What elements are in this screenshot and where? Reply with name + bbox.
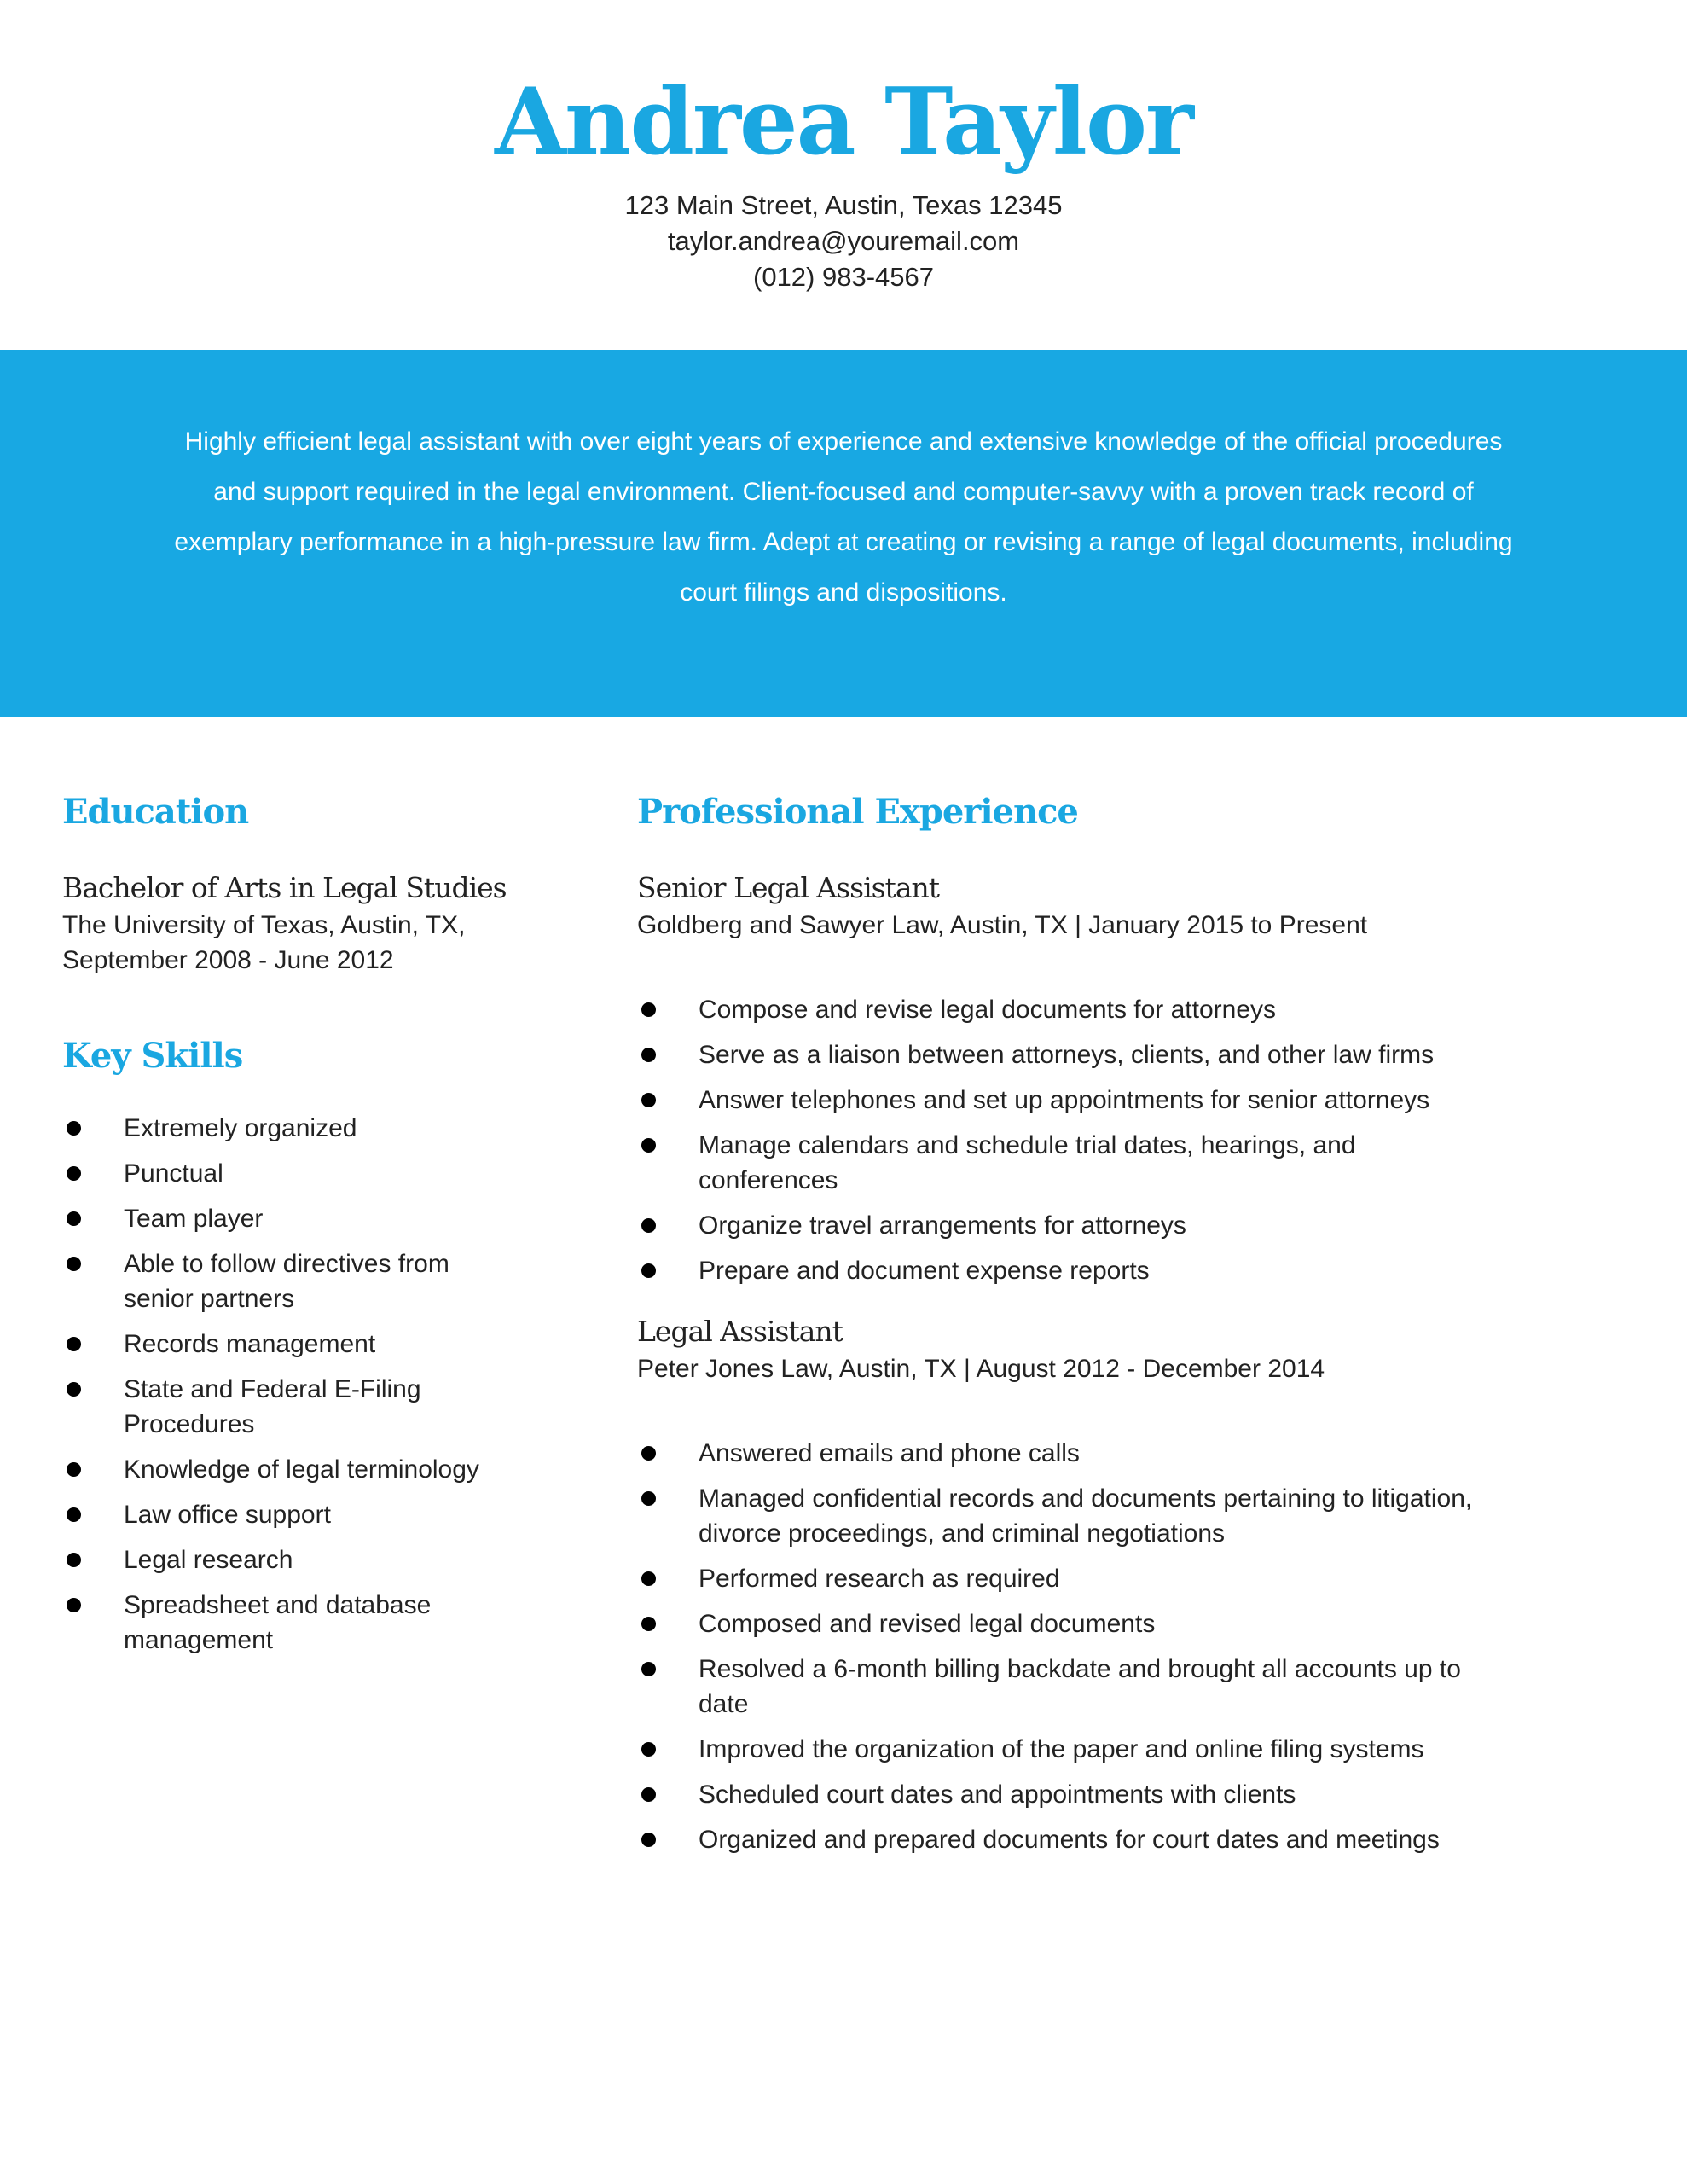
list-item [637,1208,1490,1243]
degree: Bachelor of Arts in Legal Studies [62,871,507,904]
list-item [637,1777,1490,1812]
bullet-icon [641,1093,656,1107]
bullet-icon [67,1257,81,1271]
list-item-text: Scheduled court dates and appointments with clients [699,1780,1296,1809]
right-column [637,787,1490,1867]
list-item [62,1497,523,1532]
experience-heading: Professional Experience [637,792,1078,832]
list-item [637,1822,1490,1857]
email: taylor.andrea@youremail.com [667,226,1020,256]
list-item [637,1037,1490,1072]
job-company: Peter Jones Law, Austin, TX | August 2012 - December 2014 [637,1355,1325,1383]
list-item-text: Spreadsheet and database management [124,1591,432,1654]
list-item-text: Able to follow directives from senior partners [124,1250,449,1313]
list-item-text: Composed and revised legal documents [699,1610,1156,1638]
list-item [637,1253,1490,1288]
list-item-text: Compose and revise legal documents for attorneys [699,996,1277,1024]
left-column [62,787,523,1668]
bullet-icon [67,1553,81,1567]
list-item-text: Knowledge of legal terminology [124,1455,479,1484]
bullet-icon [641,1263,656,1278]
list-item [637,992,1490,1027]
list-item-text: Improved the organization of the paper and online filing systems [699,1735,1424,1763]
list-item [62,1588,523,1658]
list-item-text: Manage calendars and schedule trial dates, hearings, and conferences [699,1131,1356,1194]
bullet-icon [641,1833,656,1847]
list-item-text: Organize travel arrangements for attorneys [699,1211,1186,1240]
bullet-icon [641,1138,656,1153]
list-item-text: State and Federal E-Filing Procedures [124,1375,421,1438]
bullet-icon [67,1462,81,1477]
bullet-icon [641,1048,656,1062]
list-item-text: Team player [124,1205,264,1233]
list-item [637,1436,1490,1471]
bullet-icon [67,1598,81,1612]
list-item-text: Serve as a liaison between attorneys, clients, and other law firms [699,1041,1435,1069]
list-item-text: Resolved a 6-month billing backdate and brought all accounts up to date [699,1655,1461,1718]
list-item-text: Managed confidential records and documents pertaining to litigation, divorce proceedings, and criminal negotiations [699,1484,1473,1548]
list-item [62,1111,523,1146]
list-item-text: Extremely organized [124,1114,357,1142]
job [637,868,1490,1288]
skills-list [62,1111,523,1658]
bullet-icon [67,1121,81,1136]
list-item-text: Legal research [124,1546,293,1574]
job [637,1312,1490,1857]
list-item-text: Performed research as required [699,1565,1060,1593]
candidate-name: Andrea Taylor [495,68,1192,176]
list-item-text: Records management [124,1330,376,1358]
list-item-text: Prepare and document expense reports [699,1257,1150,1285]
list-item-text: Law office support [124,1501,331,1529]
list-item [637,1083,1490,1118]
school: The University of Texas, Austin, TX, [62,911,466,939]
list-item [637,1481,1490,1551]
list-item [637,1732,1490,1767]
bullet-icon [67,1382,81,1397]
job-company: Goldberg and Sawyer Law, Austin, TX | January 2015 to Present [637,911,1368,939]
list-item [62,1542,523,1577]
bullet-icon [641,1742,656,1757]
job-bullets [637,992,1490,1288]
list-item [62,1246,523,1316]
list-item [62,1452,523,1487]
list-item [62,1372,523,1442]
list-item-text: Answered emails and phone calls [699,1439,1080,1467]
job-bullets [637,1436,1490,1857]
education-heading: Education [62,792,249,832]
bullet-icon [641,1002,656,1017]
list-item [62,1156,523,1191]
bullet-icon [67,1166,81,1181]
list-item [637,1561,1490,1596]
list-item [637,1128,1490,1198]
phone: (012) 983-4567 [753,262,934,292]
list-item-text: Answer telephones and set up appointments for senior attorneys [699,1086,1430,1114]
skills-heading: Key Skills [62,1036,243,1076]
bullet-icon [67,1337,81,1351]
bullet-icon [641,1446,656,1461]
bullet-icon [641,1787,656,1802]
address: 123 Main Street, Austin, Texas 12345 [624,190,1063,220]
bullet-icon [641,1491,656,1506]
list-item [62,1327,523,1362]
job-title: Legal Assistant [637,1315,843,1348]
bullet-icon [641,1218,656,1233]
bullet-icon [67,1211,81,1226]
bullet-icon [67,1507,81,1522]
list-item-text: Organized and prepared documents for court dates and meetings [699,1826,1440,1854]
contact-info [0,188,1687,295]
bullet-icon [641,1571,656,1586]
education-dates: September 2008 - June 2012 [62,946,394,974]
list-item [62,1201,523,1236]
list-item [637,1606,1490,1641]
job-title: Senior Legal Assistant [637,871,940,904]
bullet-icon [641,1662,656,1676]
list-item [637,1652,1490,1722]
summary-text: Highly efficient legal assistant with over eight years of experience and extensive knowledge of the official procedures and support required in the legal environment. Client-focused and computer-savvy with a proven track record of exemplary performance in a high-pressure law firm. Adept at creating or revising a range of legal documents, including court filings and dispositions. [174,427,1513,607]
list-item-text: Punctual [124,1159,223,1188]
bullet-icon [641,1617,656,1631]
